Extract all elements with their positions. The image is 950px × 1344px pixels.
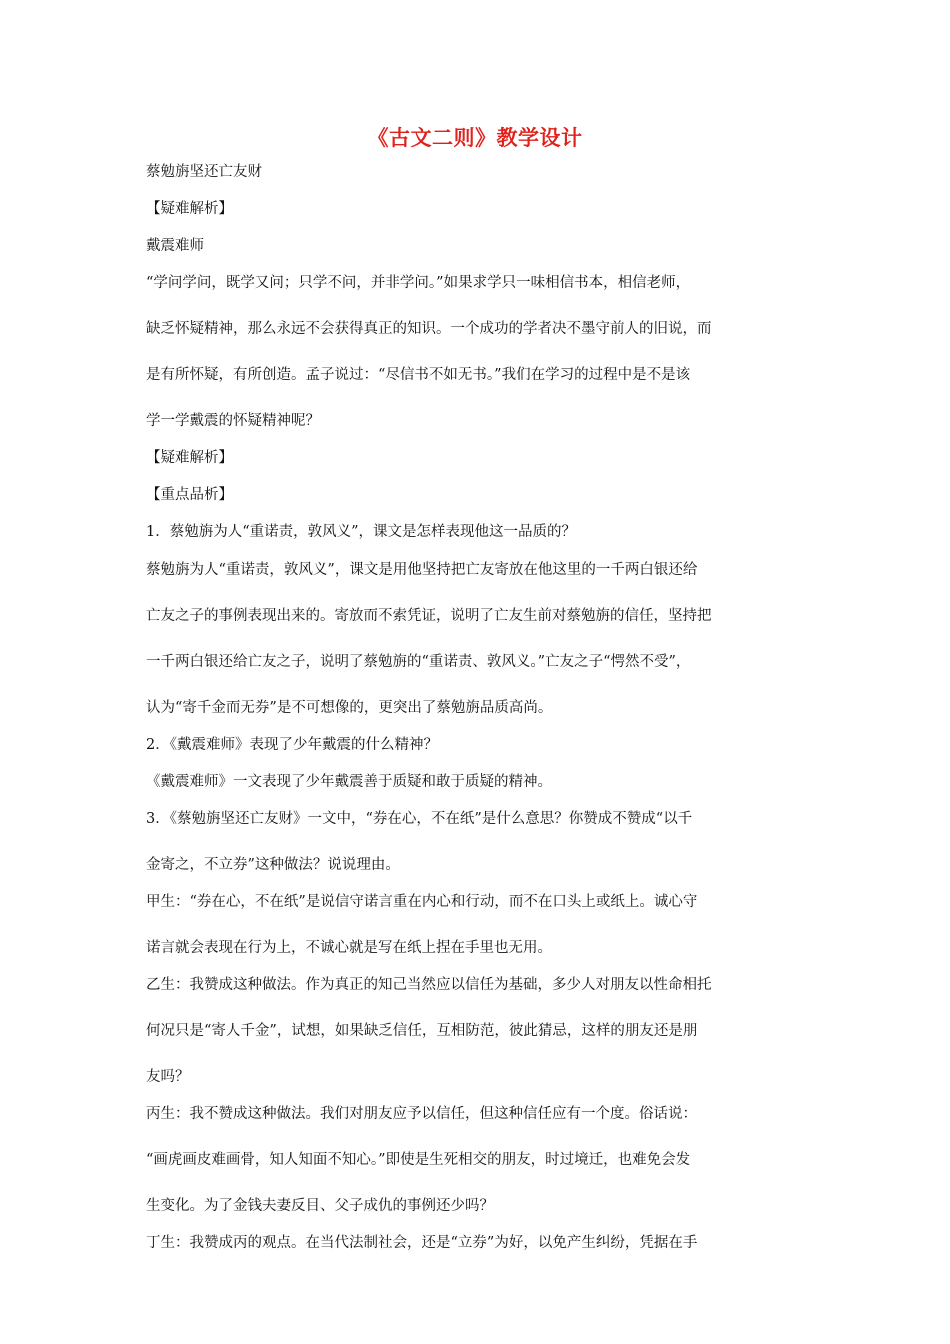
answer-line: 认为“寄千金而无券”是不可想像的，更突出了蔡勉旃品质高尚。 — [146, 700, 553, 716]
question-1: 1．蔡勉旃为人“重诺责，敦风义”，课文是怎样表现他这一品质的？ — [146, 524, 577, 540]
answer-line: 蔡勉旃为人“重诺责，敦风义”，课文是用他坚持把亡友寄放在他这里的一千两白银还给 — [146, 562, 698, 578]
section-heading: 【疑难解析】 — [146, 450, 233, 466]
student-answer-line: 何况只是“寄人千金”，试想，如果缺乏信任，互相防范，彼此猜忌，这样的朋友还是朋 — [146, 1023, 698, 1039]
student-answer-line: 诺言就会表现在行为上，不诚心就是写在纸上捏在手里也无用。 — [146, 940, 552, 956]
paragraph-line: 学一学戴震的怀疑精神呢？ — [146, 413, 320, 429]
section-heading: 【疑难解析】 — [146, 201, 233, 217]
question-3: 3．《蔡勉旃坚还亡友财》一文中，“券在心，不在纸”是什么意思？你赞成不赞成“以千 — [146, 811, 693, 827]
student-answer-line: 生变化。为了金钱夫妻反目、父子成仇的事例还少吗？ — [146, 1198, 494, 1214]
student-answer-line: 丙生：我不赞成这种做法。我们对朋友应予以信任，但这种信任应有一个度。俗话说： — [146, 1106, 697, 1122]
document-body — [146, 160, 806, 1255]
student-answer-line: 甲生：“券在心，不在纸”是说信守诺言重在内心和行动，而不在口头上或纸上。诚心守 — [146, 894, 698, 910]
section-heading: 【重点品析】 — [146, 487, 233, 503]
student-answer-line: “画虎画皮难画骨，知人知面不知心。”即使是生死相交的朋友，时过境迁，也难免会发 — [146, 1152, 691, 1168]
question-3: 金寄之，不立券”这种做法？说说理由。 — [146, 857, 400, 873]
paragraph-line: 缺乏怀疑精神，那么永远不会获得真正的知识。一个成功的学者决不墨守前人的旧说，而 — [146, 321, 712, 337]
question-2: 2．《戴震难师》表现了少年戴震的什么精神？ — [146, 737, 438, 753]
student-answer-line: 友吗？ — [146, 1069, 190, 1085]
answer-line: 《戴震难师》一文表现了少年戴震善于质疑和敢于质疑的精神。 — [146, 774, 552, 790]
paragraph-line: “学问学问，既学又问；只学不问，并非学问。”如果求学只一味相信书本，相信老师， — [146, 275, 691, 291]
answer-line: 亡友之子的事例表现出来的。寄放而不索凭证，说明了亡友生前对蔡勉旃的信任，坚持把 — [146, 608, 712, 624]
subtitle-dai: 戴震难师 — [146, 238, 204, 254]
document-title: 《古文二则》教学设计 — [367, 126, 583, 150]
student-answer-line: 丁生：我赞成丙的观点。在当代法制社会，还是“立券”为好，以免产生纠纷，凭据在手 — [146, 1235, 698, 1251]
answer-line: 一千两白银还给亡友之子，说明了蔡勉旃的“重诺责、敦风义。”亡友之子“愕然不受”， — [146, 654, 691, 670]
subtitle-cai: 蔡勉旃坚还亡友财 — [146, 164, 262, 180]
paragraph-line: 是有所怀疑，有所创造。孟子说过：“尽信书不如无书。”我们在学习的过程中是不是该 — [146, 367, 691, 383]
student-answer-line: 乙生：我赞成这种做法。作为真正的知己当然应以信任为基础，多少人对朋友以性命相托 — [146, 977, 712, 993]
